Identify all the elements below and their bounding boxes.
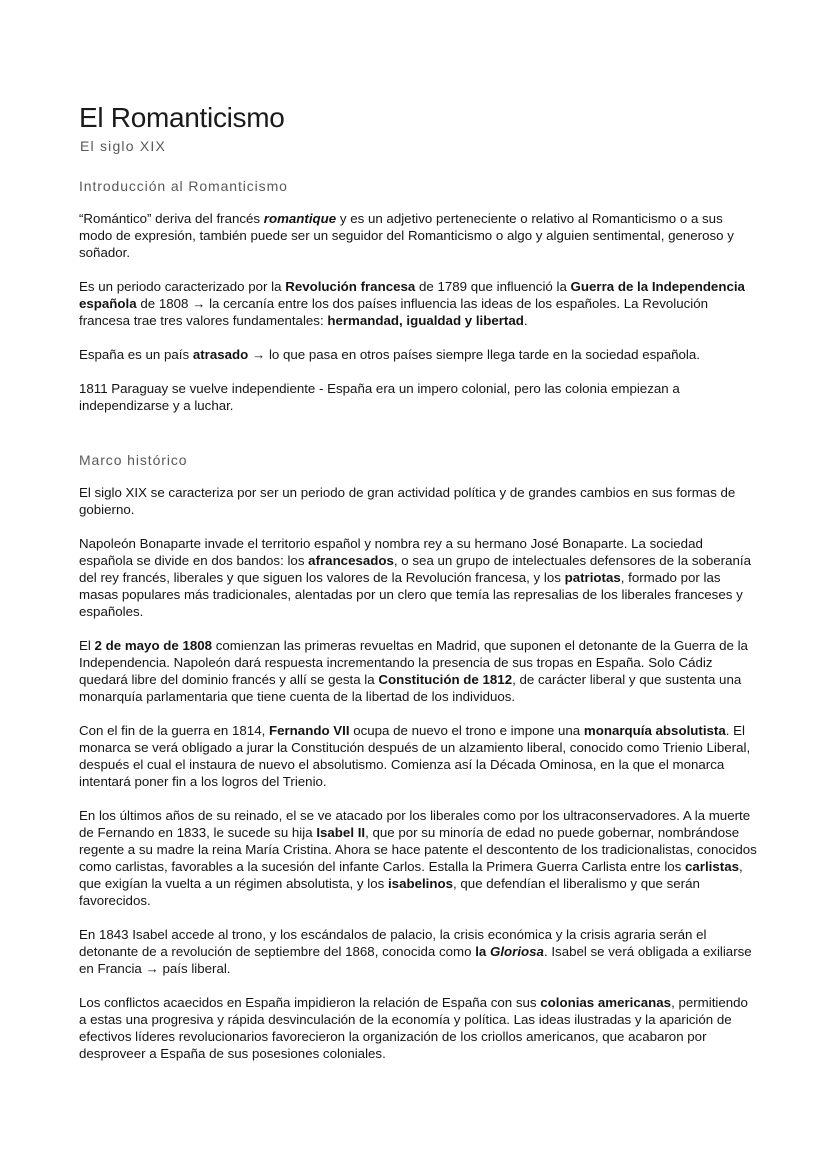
paragraph: En 1843 Isabel accede al trono, y los escándalos de palacio, la crisis económica y la crisis agraria serán el detonante de a revolución de septiembre del 1868, conocida como la Gloriosa. Isabel se verá obligada a exiliarse en Francia → país liberal. [79, 927, 752, 976]
paragraph: “Romántico” deriva del francés romantique y es un adjetivo perteneciente o relativo al Romanticismo o a sus modo de expresión, también puede ser un seguidor del Romanticismo o algo y alguien sentimental, generoso y soñador. [79, 211, 734, 260]
paragraph: Con el fin de la guerra en 1814, Fernando VII ocupa de nuevo el trono e impone una monarquía absolutista. El monarca se verá obligado a jurar la Constitución después de un alzamiento liberal, conocido como Trienio Liberal, después el cual el instaura de nuevo el absolutismo. Comienza así la Década Ominosa, en la que el monarca intentará poner fin a los logros del Trienio. [79, 723, 751, 789]
paragraph: Es un periodo caracterizado por la Revolución francesa de 1789 que influenció la Guerra de la Independencia española de 1808 → la cercanía entre los dos países influencia las ideas de los españoles. La Revolución francesa trae tres valores fundamentales: hermandad, igualdad y libertad. [79, 279, 745, 328]
section-heading-marco-historico: Marco histórico [79, 452, 188, 468]
paragraph: 1811 Paraguay se vuelve independiente - España era un impero colonial, pero las colonia empiezan a independizarse y a luchar. [79, 381, 680, 413]
document-title: El Romanticismo [79, 102, 285, 133]
paragraph: El siglo XIX se caracteriza por ser un periodo de gran actividad política y de grandes cambios en sus formas de gobierno. [79, 485, 736, 517]
paragraph: Napoleón Bonaparte invade el territorio español y nombra rey a su hermano José Bonaparte. La sociedad española se divide en dos bandos: los afrancesados, o sea un grupo de intelectuales defensores de la soberanía del rey francés, liberales y que siguen los valores de la Revolución francesa, y los patriotas, formado por las masas populares más tradicionales, alentadas por un clero que temía las represalias de los liberales franceses y españoles. [79, 536, 751, 619]
paragraph: Los conflictos acaecidos en España impidieron la relación de España con sus colonias americanas, permitiendo a estas una progresiva y rápida desvinculación de la economía y política. Las ideas ilustradas y la aparición de efectivos líderes revolucionarios favorecieron la organización de los criollos americanos, que acabaron por desproveer a España de sus posesiones coloniales. [79, 995, 748, 1061]
paragraph: España es un país atrasado → lo que pasa en otros países siempre llega tarde en la sociedad española. [79, 347, 700, 362]
document-subtitle: El siglo XIX [80, 138, 166, 154]
section-heading-introduccion: Introducción al Romanticismo [79, 178, 288, 194]
paragraph: En los últimos años de su reinado, el se ve atacado por los liberales como por los ultraconservadores. A la muerte de Fernando en 1833, le sucede su hija Isabel II, que por su minoría de edad no puede gobernar, nombrándose regente a su madre la reina María Cristina. Ahora se hace patente el descontento de los tradicionalistas, conocidos como carlistas, favorables a la sucesión del infante Carlos. Estalla la Primera Guerra Carlista entre los carlistas, que exigían la vuelta a un régimen absolutista, y los isabelinos, que defendían el liberalismo y que serán favorecidos. [79, 808, 757, 908]
paragraph: El 2 de mayo de 1808 comienzan las primeras revueltas en Madrid, que suponen el detonante de la Guerra de la Independencia. Napoleón dará respuesta incrementando la presencia de sus tropas en España. Solo Cádiz quedará libre del dominio francés y allí se gesta la Constitución de 1812, de carácter liberal y que sustenta una monarquía parlamentaria que tiene cuenta de la libertad de los individuos. [79, 638, 748, 704]
